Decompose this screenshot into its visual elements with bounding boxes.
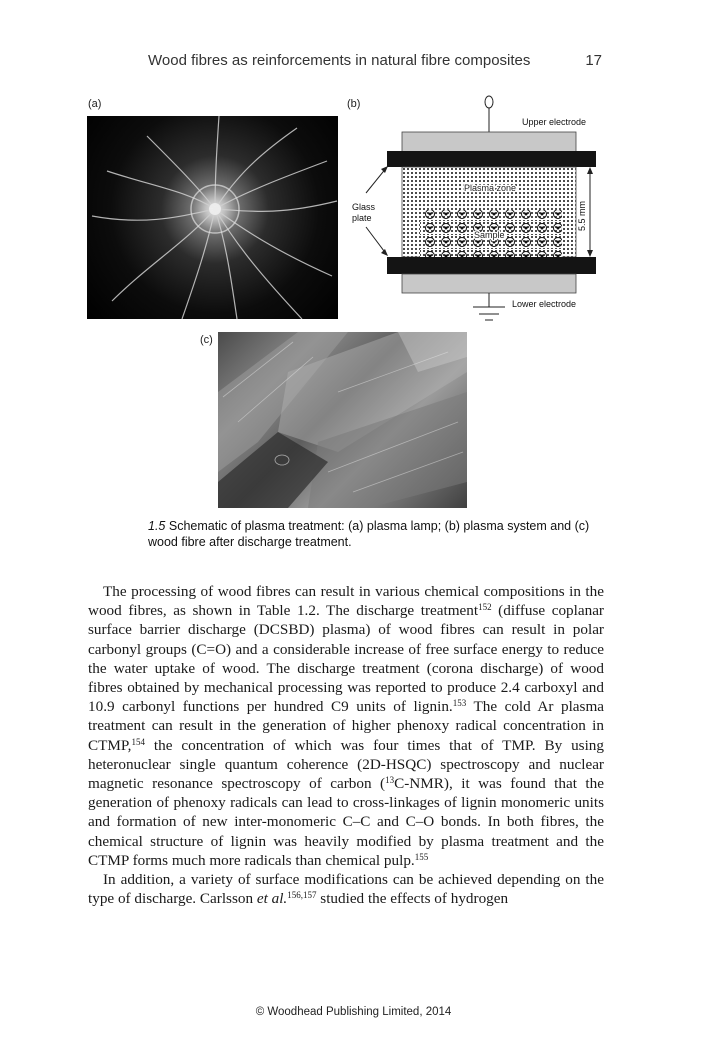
- paragraph-1: The processing of wood fibres can result in various chemical compositions in the wood fibres, as shown in Table 1.2. The discharge treatment$^{152}$ (diffuse coplanar surface barrier discharge (DCSBD) plasma) of wood fibres can result in polar carbonyl groups (C=O) and a considerable increase of free surface energy to reduce the water uptake of wood. The discharge treatment (corona discharge) of wood fibres obtained by mechanical processing was reported to produce 2.4 carboxyl and 10.9 carbonyl functions per hundred C9 units of lignin.$^{153}$ The cold Ar plasma treatment can result in the generation of higher phenoxy radical concentration in CTMP,$^{154}$ the concentration of which was four times that of TMP. By using heteronuclear single quantum coherence (2D-HSQC) spectroscopy and nuclear magnetic resonance spectroscopy of carbon ($^{13}$C-NMR), it was found that the generation of phenoxy radicals can lead to cross-linkages of lignin monomeric units and formation of new inter-monomeric C–C and C–O bonds. In both fibres, the chemical structure of lignin was heavily modified by plasma treatment and the CTMP forms much more radicals than chemical pulp.$^{155}$: [88, 583, 604, 869]
- glass-label-line1: Glass: [352, 202, 376, 212]
- isotope-superscript: 13: [385, 775, 395, 786]
- page-number: 17: [585, 52, 602, 69]
- figure-caption-text: Schematic of plasma treatment: (a) plasma lamp; (b) plasma system and (c) wood fibre after discharge treatment.: [148, 519, 590, 549]
- panel-label-b: (b): [347, 98, 361, 110]
- citation: 154: [131, 736, 145, 747]
- citation: 152: [478, 602, 492, 613]
- lower-glass-plate: [387, 257, 596, 274]
- upper-electrode-label: Upper electrode: [522, 117, 587, 127]
- upper-electrode: [402, 132, 576, 152]
- figure-caption: [148, 518, 608, 550]
- copyright-footer: © Woodhead Publishing Limited, 2014: [255, 1006, 452, 1018]
- citation: 155: [414, 851, 429, 862]
- plasma-lamp-photo: [87, 116, 338, 319]
- running-head-title: Wood fibres as reinforcements in natural fibre composites: [148, 52, 531, 69]
- panel-label-c: (c): [200, 334, 213, 346]
- body-text: [88, 582, 604, 908]
- figure-number: 1.5: [148, 519, 166, 533]
- plasma-system-schematic: [342, 95, 602, 325]
- glass-label-line2: plate: [352, 213, 372, 223]
- upper-glass-plate: [387, 151, 596, 167]
- citation: 156,157: [287, 890, 317, 901]
- lower-electrode: [402, 274, 576, 293]
- gap-dimension-label: 5.5 mm: [577, 200, 587, 231]
- lower-electrode-label: Lower electrode: [512, 299, 577, 309]
- panel-label-a: (a): [88, 98, 102, 110]
- citation: 153: [452, 698, 467, 709]
- paragraph-2: In addition, a variety of surface modifications can be achieved depending on the type of discharge. Carlsson et al.$^{156,157}$ studied the effects of hydrogen: [88, 871, 604, 908]
- sample-label: Sample: [474, 230, 505, 240]
- plasma-zone-label: Plasma zone: [464, 183, 517, 193]
- wood-fibre-micrograph: [218, 332, 467, 508]
